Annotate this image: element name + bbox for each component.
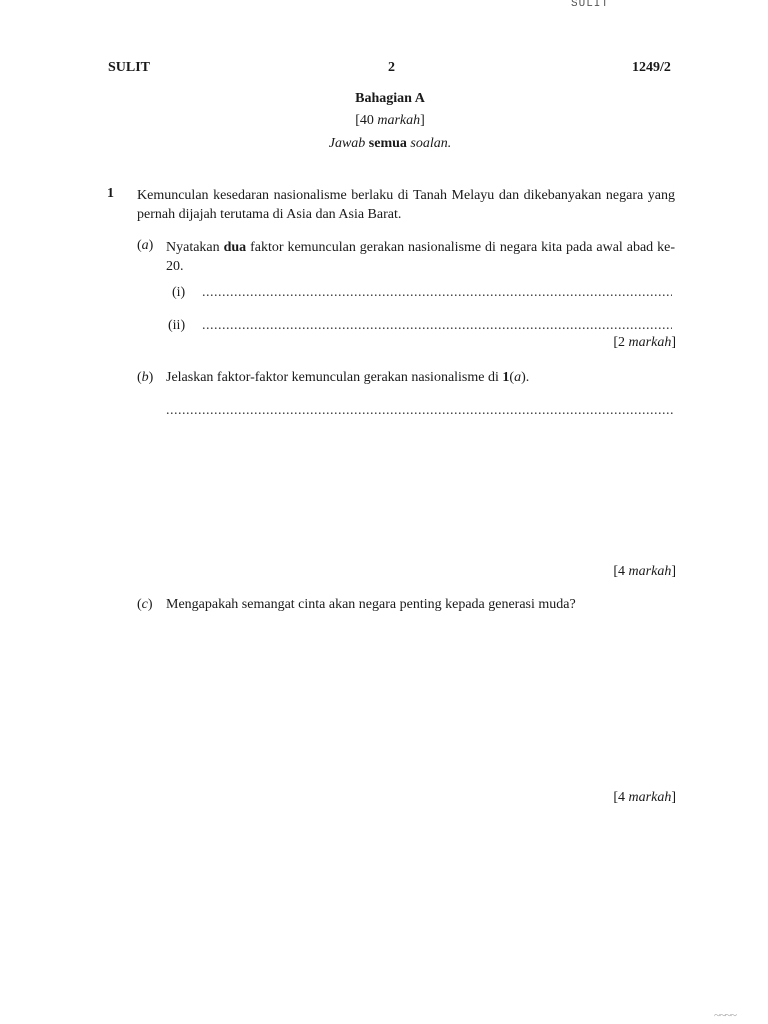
instruction-bold: semua [368, 136, 407, 151]
part-b-ref-bold: 1 [502, 370, 510, 385]
part-c-text: Mengapakah semangat cinta akan negara penting kepada generasi muda? [166, 597, 576, 612]
part-b-open: ( [137, 370, 142, 385]
answer-line-b[interactable] [166, 403, 674, 419]
part-c-close: ) [147, 597, 153, 612]
section-marks-close: ] [420, 113, 425, 128]
part-c-marks-open: [4 [613, 790, 629, 805]
section-instruction [0, 136, 768, 152]
part-a-marks [500, 335, 676, 351]
part-a-text-after: faktor kemunculan gerakan nasionalisme di negara kita pada awal abad ke-20. [166, 240, 675, 274]
instruction-part-1: Jawab [328, 136, 369, 151]
question-stem: Kemunculan kesedaran nasionalisme berlaku di Tanah Melayu dan dikebanyakan negara yang pernah dijajah terutama di Asia dan Asia Barat. [137, 188, 675, 222]
part-b-letter: b [141, 370, 149, 385]
part-b-marks [500, 564, 676, 580]
part-c-letter: c [141, 597, 148, 612]
part-b-ref-close: ). [521, 370, 530, 385]
part-a-marks-word: markah [628, 335, 672, 350]
section-title: Bahagian A [355, 91, 425, 106]
answer-line-i[interactable] [202, 285, 672, 301]
part-a-marks-open: [2 [613, 335, 629, 350]
section-marks [0, 113, 768, 129]
part-b-label [137, 370, 153, 386]
part-b-ref-italic: a [514, 370, 522, 385]
footer-scan-mark: ~~~~ [714, 1008, 736, 1022]
answer-line-ii[interactable] [202, 318, 672, 334]
part-b-text [166, 370, 675, 386]
part-b-text-before: Jelaskan faktor-faktor kemunculan gerakan nasionalisme di [166, 370, 503, 385]
sulit-stamp: SULIT [571, 0, 610, 10]
part-a-label [137, 238, 153, 254]
part-a-open: ( [137, 238, 142, 253]
part-c-open: ( [137, 597, 142, 612]
section-marks-open: [40 [355, 113, 378, 128]
part-a-text-bold: dua [223, 240, 247, 255]
part-c-marks [500, 790, 676, 806]
part-b-marks-close: ] [671, 564, 676, 579]
part-a-marks-close: ] [671, 335, 676, 350]
part-c-label [137, 597, 153, 613]
part-b-marks-open: [4 [613, 564, 629, 579]
part-a-close: ) [148, 238, 154, 253]
part-a-letter: a [141, 238, 149, 253]
sub-ii-label: (ii) [168, 318, 186, 333]
part-b-marks-word: markah [628, 564, 672, 579]
part-c-marks-word: markah [628, 790, 672, 805]
section-marks-word: markah [377, 113, 421, 128]
paper-code: 1249/2 [632, 60, 671, 75]
part-b-ref-open: ( [509, 370, 515, 385]
part-b-close: ) [148, 370, 154, 385]
header-left-sulit: SULIT [108, 60, 151, 75]
part-a-text [166, 238, 675, 276]
page-number: 2 [388, 60, 395, 75]
part-a-text-before: Nyatakan [166, 240, 224, 255]
part-c-marks-close: ] [671, 790, 676, 805]
sub-i-label: (i) [172, 285, 186, 300]
question-number: 1 [107, 186, 114, 201]
instruction-part-2: soalan. [406, 136, 452, 151]
